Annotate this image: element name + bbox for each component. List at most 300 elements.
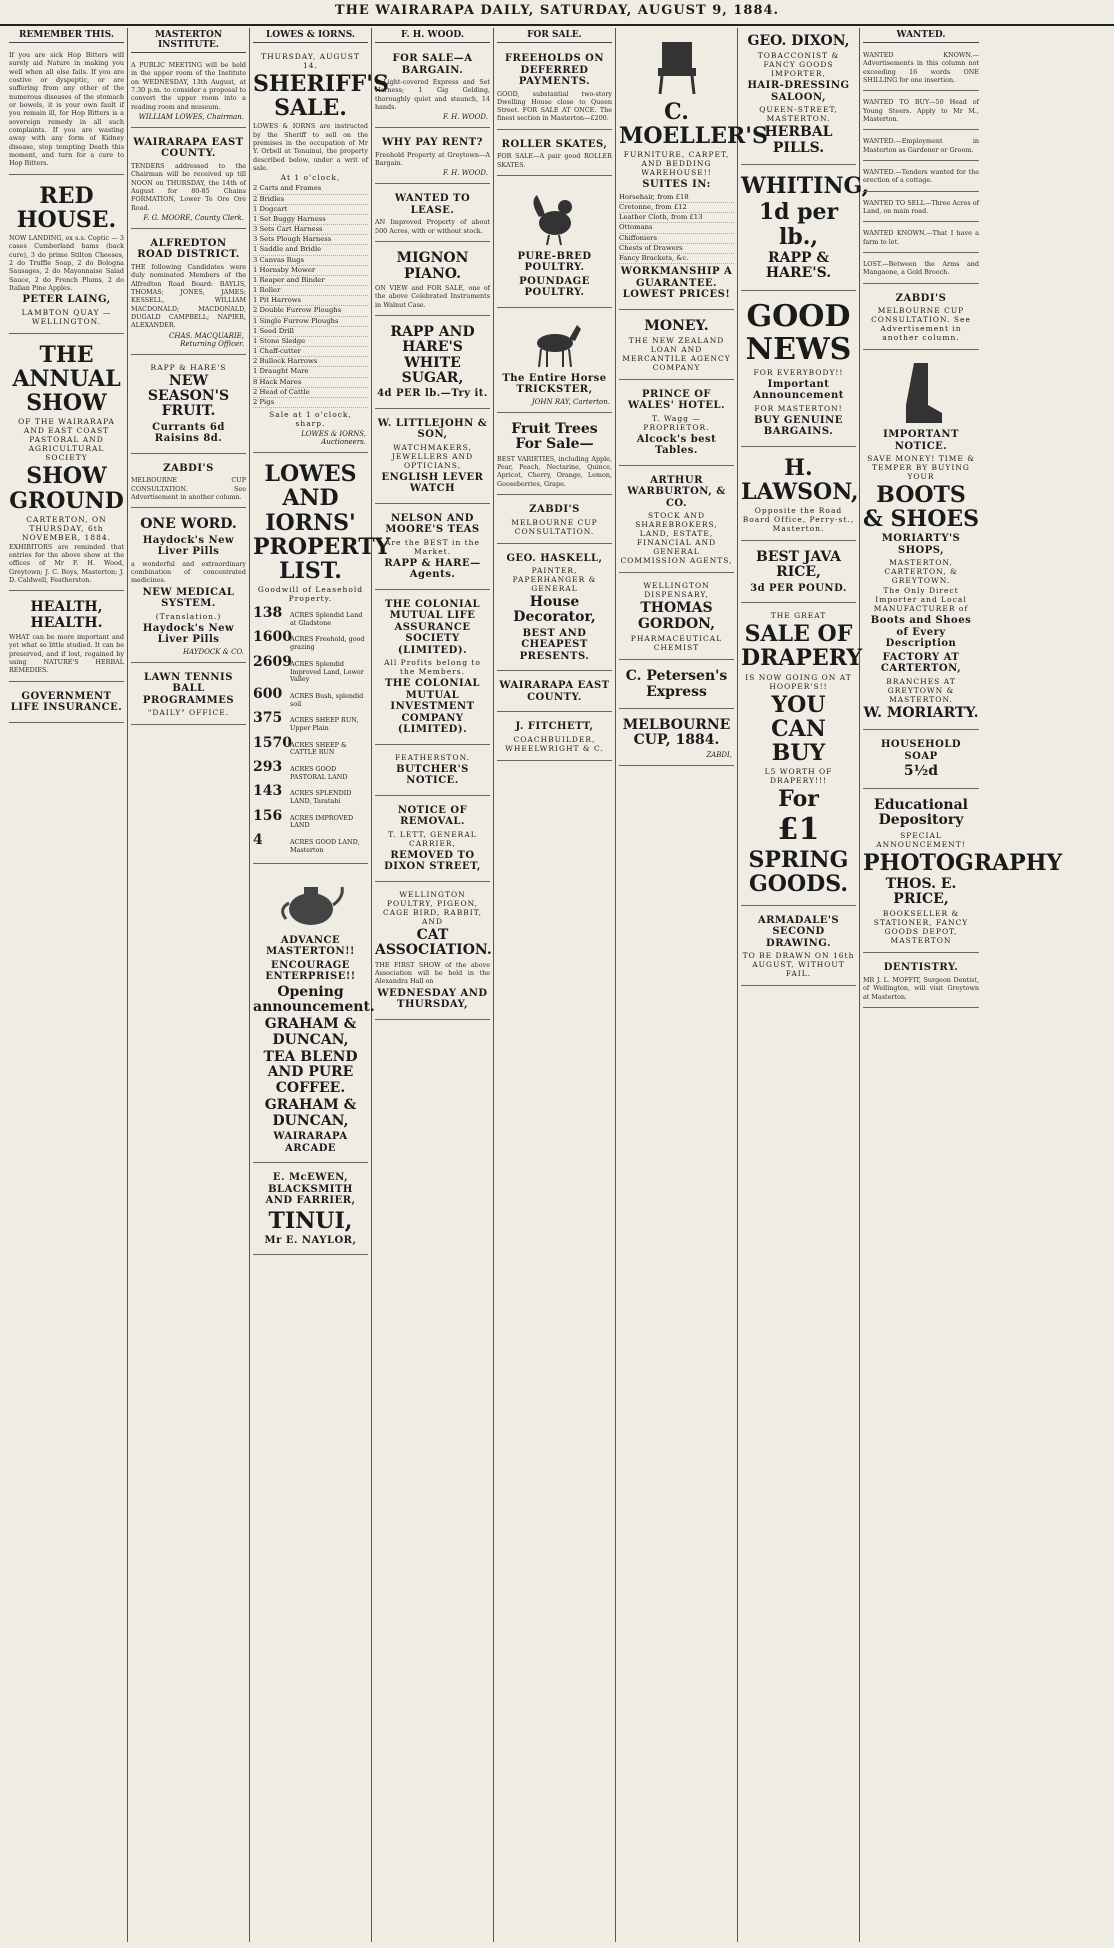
lot-item: 1 Set Buggy Harness	[253, 215, 368, 225]
ad-title: WAIRARAPA EAST COUNTY.	[499, 680, 610, 703]
ad-title: Educational Depository	[874, 796, 968, 829]
ad-title: GOOD NEWS	[745, 298, 852, 367]
ad-footer: WORKMANSHIP A GUARANTEE. LOWEST PRICES!	[620, 266, 733, 301]
property-description: ACRES Splendid Land at Gladstone	[290, 611, 363, 627]
ad-title: The Entire Horse TRICKSTER,	[502, 372, 607, 396]
property-row	[253, 629, 368, 651]
lot-item: 2 Bridles	[253, 195, 368, 205]
graham-duncan-ad	[253, 867, 375, 1164]
lot-item: 1 Dogcart	[253, 205, 368, 215]
ad-subtitle: ENCOURAGE ENTERPRISE!!	[265, 959, 356, 982]
ad-title: WHY PAY RENT?	[382, 137, 483, 149]
teas-ad	[375, 507, 490, 590]
ad-body: LOWES & IORNS are instructed by the Sheriff to sell on the premises in the occupation of Mr Y. Orbell at Tenuinui, the property described below, under a writ of sale.	[253, 122, 368, 173]
wanted-ad	[863, 225, 979, 253]
ad-subtitle: OF THE WAIRARAPA AND EAST COAST PASTORAL AND AGRICULTURAL SOCIETY	[18, 417, 115, 463]
ad-date: THURSDAY, AUGUST 14.	[261, 52, 360, 70]
ad-subtitle: TOBACCONIST & FANCY GOODS IMPORTER,	[757, 51, 840, 79]
soap-ad	[863, 733, 979, 788]
ad-title: Important Announcement	[753, 378, 844, 402]
fruit-trees-ad	[497, 416, 612, 495]
ad-body: WANTED KNOWN.—Advertisements in this column not exceeding 16 words ONE SHILLING for one insertion.	[863, 51, 979, 84]
ad-body: AN Improved Property of about 500 Acres, with or without stock.	[375, 218, 490, 235]
ad-brand: GRAHAM & DUNCAN,	[264, 1016, 357, 1048]
horse-illustration	[525, 319, 585, 369]
ad-subtitle: MELBOURNE CUP CONSULTATION.	[511, 517, 598, 536]
lot-item: 1 Pit Harrows	[253, 296, 368, 306]
ad-product: Alcock's best Tables.	[636, 433, 717, 457]
ad-title: WANTED TO LEASE.	[394, 193, 471, 216]
lot-list	[253, 184, 368, 408]
ad-body: NOW LANDING, ex s.s. Coptic — 3 cases Cumberland hams (back cure), 3 do prime Stilton Cheeses, 2 do Truffle Soap, 2 do Bologna Sausages, 2 do Mayonnaise Salad Sauce, 2 do French Plums, 2 do Italian Pine Apples.	[9, 233, 124, 292]
ad-product: Haydock's New Liver Pills	[142, 534, 235, 558]
ad-title: PRINCE OF WALES' HOTEL.	[627, 388, 725, 412]
ad-location: WELLINGTON DISPENSARY,	[643, 581, 710, 600]
ad-body: GOOD, substantial two-story Dwelling House close to Queen Street. FOR SALE AT ONCE. The finest section in Masterton—£200.	[497, 89, 612, 123]
ad-subtitle: PHARMACEUTICAL CHEMIST	[630, 634, 723, 653]
ad-location: FEATHERSTON.	[394, 752, 471, 762]
ad-title: SALE OF DRAPERY	[741, 621, 863, 672]
butcher-ad	[375, 748, 490, 796]
govt-insurance-ad	[9, 685, 124, 723]
ad-price: 1d per lb.,	[758, 199, 839, 250]
column-head: REMEMBER THIS.	[9, 28, 124, 43]
ad-body: MELBOURNE CUP CONSULTATION. See Advertisement in another column.	[131, 476, 246, 501]
ad-body: BEST VARIETIES, including Apple, Pear, Peach, Nectarine, Quince, Apricot, Cherry, Orange, Lemon, Gooseberries, Grape.	[497, 454, 612, 488]
property-acres: 4	[253, 832, 263, 849]
suite-item: Horsehair, from £18	[619, 193, 734, 203]
ad-title: FOR SALE—A BARGAIN.	[392, 53, 473, 76]
wanted-ad	[863, 47, 979, 91]
moriarty-ad	[863, 353, 979, 730]
ad-title: WAIRARAPA EAST COUNTY.	[133, 136, 244, 160]
ad-subtitle: POUNDAGE POULTRY.	[519, 275, 590, 299]
ad-body: WANTED.—Tenders wanted for the erection of a cottage.	[863, 167, 979, 185]
lot-item: 3 Canvas Rugs	[253, 256, 368, 266]
red-house-ad	[9, 178, 124, 334]
lot-item: 1 Single Furrow Ploughs	[253, 317, 368, 327]
skates-ad	[497, 133, 612, 176]
masthead	[0, 0, 1114, 26]
ad-subtitle: NEW MEDICAL SYSTEM.	[142, 586, 235, 610]
ad-sig: HAYDOCK & CO.	[182, 647, 244, 656]
ad-sig: RAPP & HARE—Agents.	[384, 557, 481, 581]
ad-title: FREEHOLDS ON DEFERRED PAYMENTS.	[504, 53, 605, 87]
suite-list	[619, 193, 734, 264]
ad-subtitle: FURNITURE, CARPET, AND BEDDING WAREHOUSE!!	[623, 150, 730, 178]
ad-title: C. MOELLER'S	[619, 99, 768, 150]
ad-sig: CHAS. MACQUARIE, Returning Officer.	[169, 331, 244, 348]
rent-ad	[375, 131, 490, 184]
horse-ad	[497, 311, 612, 413]
drapery-sale-ad	[741, 606, 863, 906]
ad-title: DENTISTRY.	[883, 962, 959, 974]
ad-title: MONEY.	[644, 317, 709, 334]
boot-illustration	[896, 361, 946, 425]
freehold-ad	[497, 47, 612, 130]
ad-title: ZABDI'S	[529, 504, 580, 516]
ad-title: THE ANNUAL SHOW	[12, 341, 121, 417]
lawn-tennis-ad	[131, 666, 246, 726]
lawson-ad	[741, 450, 859, 541]
ad-title: YOU CAN BUY	[771, 691, 826, 766]
column-head: LOWES & IORNS.	[253, 28, 368, 43]
property-acres: 293	[253, 759, 283, 775]
lot-item: 1 Draught Mare	[253, 367, 368, 377]
column-head: WANTED.	[863, 28, 979, 43]
suite-item: Fancy Brackets, &c.	[619, 254, 734, 264]
ad-body: LOST.—Between the Arms and Mangaone, a Gold Brooch.	[863, 259, 979, 277]
east-county-ad	[497, 674, 612, 712]
lot-item: 2 Head of Cattle	[253, 388, 368, 398]
ad-body: MR J. L. MOFFIT, Surgeon Dentist, of Wellington, will visit Greytown at Masterton.	[863, 975, 979, 1001]
property-row	[253, 686, 368, 708]
ad-sig: F. G. MOORE, County Clerk.	[143, 213, 244, 222]
property-list-ad	[253, 456, 391, 863]
column-2	[128, 28, 250, 1942]
lot-item: 3 Sets Cart Harness	[253, 225, 368, 235]
suite-item: Ottomans	[619, 223, 734, 233]
column-4	[372, 28, 494, 1942]
alfredton-ad	[131, 232, 246, 355]
ad-title: House Decorator,	[513, 594, 596, 626]
lot-item: 3 Sets Plough Harness	[253, 235, 368, 245]
ad-title: MIGNON PIANO.	[396, 250, 469, 282]
ad-title: RED HOUSE.	[16, 182, 117, 233]
ad-location: REMOVED TO DIXON STREET,	[384, 849, 481, 873]
ad-title: CAT ASSOCIATION.	[375, 926, 492, 959]
column-8	[860, 28, 1063, 1942]
ad-title: W. LITTLEJOHN & SON,	[377, 417, 488, 441]
ad-subtitle: T. Wagg — PROPRIETOR.	[643, 413, 710, 432]
ad-title: IMPORTANT NOTICE.	[883, 429, 959, 452]
armadale-ad	[741, 909, 856, 987]
ad-body: EXHIBITORS are reminded that entries for the above show at the offices of Mr F. H. Wood, Greytown; J. C. Boys, Masterton; J. D. Caldwell, Featherston.	[9, 542, 124, 585]
column-head: FOR SALE.	[497, 28, 612, 43]
property-row	[253, 832, 368, 854]
ad-title: THOMAS GORDON,	[638, 600, 715, 632]
wanted-ad	[863, 195, 979, 223]
teapot-illustration	[276, 875, 346, 931]
property-description: ACRES SHEEP RUN, Upper Plain	[290, 716, 359, 732]
ad-title: THE COLONIAL MUTUAL LIFE ASSURANCE SOCIETY (LIMITED).	[384, 598, 480, 656]
property-list	[253, 605, 368, 854]
haydock-ad	[131, 511, 246, 662]
ad-title: GOVERNMENT LIFE INSURANCE.	[10, 690, 123, 714]
ad-price: £1	[777, 812, 820, 848]
littlejohn-ad	[375, 412, 490, 504]
ad-subtitle: WELLINGTON POULTRY, PIGEON, CAGE BIRD, RABBIT, AND	[383, 889, 482, 926]
ad-title: PURE-BRED POULTRY.	[517, 250, 592, 274]
ad-title: H. LAWSON,	[741, 454, 859, 505]
ad-time: At 1 o'clock,	[280, 173, 341, 183]
ad-note: Sale at 1 o'clock, sharp.	[269, 410, 352, 429]
institute-ad	[131, 57, 246, 128]
ad-sig: F. H. WOOD.	[442, 113, 488, 122]
ad-title: NELSON AND MOORE'S TEAS	[385, 512, 480, 536]
health-ad	[9, 594, 124, 681]
lost-ad	[863, 256, 979, 284]
masthead-title: THE WAIRARAPA DAILY, SATURDAY, AUGUST 9, 1884.	[334, 3, 780, 18]
ad-body: A PUBLIC MEETING will be held in the upper room of the Institute on WEDNESDAY, 13th August, at 7.30 p.m. to consider a proposal to convert the upper room into a reading room and museum.	[131, 61, 246, 111]
ad-subtitle: WATCHMAKERS, JEWELLERS AND OPTICIANS,	[391, 442, 474, 470]
wanted-ad	[863, 164, 979, 192]
column-5	[494, 28, 616, 1942]
dixon-ad	[741, 28, 856, 165]
ad-subtitle: MELBOURNE CUP CONSULTATION. See Advertisement in another column.	[871, 306, 971, 343]
ad-sig: JOHN RAY, Carterton.	[531, 397, 610, 406]
fitchett-ad	[497, 715, 612, 761]
ad-title: LOWES AND IORNS' PROPERTY LIST.	[253, 461, 391, 584]
removal-ad	[375, 799, 490, 882]
ad-subtitle: T. LETT, GENERAL CARRIER,	[388, 829, 477, 848]
ad-brand: RAPP & HARE'S	[150, 362, 227, 372]
rooster-illustration	[525, 187, 585, 247]
zabdi-ad	[497, 498, 612, 544]
zabdi-ad	[863, 287, 979, 351]
cat-association-ad	[375, 885, 490, 1020]
property-description: ACRES GOOD LAND, Masterton	[290, 838, 360, 854]
ad-title: C. Petersen's Express	[625, 668, 728, 700]
property-description: ACRES GOOD PASTORAL LAND	[290, 765, 348, 781]
ad-title: WHITING,	[741, 173, 870, 200]
ad-subtitle: FOR EVERYBODY!!	[753, 367, 844, 377]
county-ad	[131, 131, 246, 229]
ad-product: ENGLISH LEVER WATCH	[381, 471, 484, 495]
zabdi-ad	[131, 457, 246, 508]
property-acres: 1570	[253, 734, 292, 751]
sugar-ad	[375, 319, 490, 409]
ad-title: ZABDI'S	[163, 462, 214, 474]
ad-subtitle: IS NOW GOING ON AT HOOPER'S!!	[745, 672, 852, 691]
ad-subtitle: TO BE DRAWN ON 16th AUGUST, WITHOUT FAIL.	[742, 951, 855, 979]
ad-product: Boots and Shoes of Every Description	[870, 615, 972, 650]
lot-item: 2 Double Furrow Ploughs	[253, 306, 368, 316]
ad-subtitle: Are the BEST in the Market.	[385, 537, 480, 556]
property-row	[253, 808, 368, 830]
ad-title: ZABDI'S	[895, 292, 947, 304]
lot-item: 8 Hack Mares	[253, 378, 368, 388]
dentistry-ad	[863, 956, 979, 1007]
sheriff-sale-ad	[253, 47, 389, 453]
ad-product: Haydock's New Liver Pills	[142, 622, 235, 646]
suite-item: Leather Cloth, from £13	[619, 213, 734, 223]
property-acres: 1600	[253, 629, 292, 646]
ad-subtitle: BEST AND CHEAPEST PRESENTS.	[519, 627, 590, 662]
ad-title: NOTICE OF REMOVAL.	[397, 804, 468, 828]
property-acres: 143	[253, 783, 283, 800]
column-6	[616, 28, 768, 1942]
property-description: ACRES SHEEP & CATTLE RUN	[290, 740, 347, 757]
ad-title: GEO. HASKELL,	[506, 552, 603, 564]
ad-location: LAMBTON QUAY — WELLINGTON.	[21, 307, 112, 326]
ad-subtitle: Opposite the Road Board Office, Perry-st., Masterton.	[742, 505, 855, 533]
ad-subtitle: L5 WORTH OF DRAPERY!!!	[764, 767, 833, 786]
property-row	[253, 759, 368, 781]
ad-title: ONE WORD.	[140, 516, 237, 533]
ad-body: TENDERS addressed to the Chairman will be received up till NOON on THURSDAY, the 14th of August for 80-85 Chains FORMATION, Lower Te Ore Ore Road.	[131, 161, 246, 212]
ad-subtitle: SAVE MONEY! TIME & TEMPER BY BUYING YOUR	[867, 454, 975, 482]
ad-title: HEALTH, HEALTH.	[30, 599, 103, 631]
property-description: ACRES Freehold, good grazing	[290, 635, 365, 652]
property-acres: 375	[253, 710, 283, 727]
ad-title: SHOW GROUND	[9, 463, 124, 514]
ad-subtitle: FOR MASTERTON!	[754, 403, 843, 413]
ad-subtitle: The Only Direct Importer and Local MANUFACTURER of	[873, 586, 969, 614]
ad-brand: RAPP & HARE'S.	[765, 249, 832, 282]
ad-title: BEST JAVA RICE,	[755, 548, 841, 581]
property-acres: 600	[253, 685, 283, 702]
bargain-ad	[375, 47, 490, 128]
ad-body: 1 Light-covered Express and Set Harness; 1 Gig Gelding, thoroughly quiet and staunch, 14 hands.	[375, 78, 490, 111]
ad-title: ARMADALE'S SECOND DRAWING.	[757, 914, 840, 949]
property-acres: 2609	[253, 653, 292, 670]
ad-note: (Translation.)	[155, 611, 222, 621]
lot-item: 1 Roller	[253, 286, 368, 296]
ad-body: WANTED.—Employment in Masterton as Gardener or Groom.	[863, 137, 979, 154]
column-7	[738, 28, 870, 1942]
ad-body: THE following Candidates were duly nominated Members of the Alfredton Road Board: BAYLIS, THOMAS; JONES, JAMES; KESSELL, WILLIAM MACDONALD; MACDONALD, DUGALD CAMPBELL; NAPIER, ALEXANDER.	[131, 262, 246, 330]
ad-title: NEW SEASON'S FRUIT.	[147, 372, 230, 420]
suite-item: Chests of Drawers	[619, 244, 734, 254]
lot-item: 2 Bullock Harrows	[253, 357, 368, 367]
melbourne-cup-ad	[619, 712, 734, 766]
rapp-fruit-ad	[131, 358, 246, 454]
warburton-ad	[619, 469, 734, 574]
colonial-ad	[375, 593, 490, 745]
ad-subtitle: BOOKSELLER & STATIONER, FANCY GOODS DEPOT, MASTERTON	[873, 909, 969, 946]
piano-ad	[375, 245, 490, 316]
ad-subtitle: COACHBUILDER, WHEELWRIGHT & C.	[505, 734, 604, 753]
ad-sig: Mr E. NAYLOR,	[264, 1234, 357, 1246]
property-description: ACRES IMPROVED LAND	[290, 813, 354, 830]
ad-body: a wonderful and extraordinary combination of concentrated medicines.	[131, 559, 246, 585]
ad-body: If you are sick Hop Bitters will surely aid Nature in making you well when all else fails. If you are costive or dyspeptic, or are suffering from any other of the numerous diseases of the stomach or bowels, it is your own fault if you remain ill, for Hop Bitters is a sovereign remedy in all such complaints. If you are wasting away with any form of Kidney disease, stop tempting Death this moment, and turn for a cure to Hop Bitters.	[9, 51, 124, 168]
petersen-ad	[619, 663, 734, 709]
dispensary-ad	[619, 576, 734, 660]
column-3	[250, 28, 391, 1942]
property-description: ACRES SPLENDID LAND, Taratahi	[290, 789, 352, 806]
wanted-ad	[863, 94, 979, 130]
prince-hotel-ad	[619, 383, 734, 466]
ad-date: CARTERTON, ON THURSDAY, 6th NOVEMBER, 1884.	[21, 514, 112, 542]
ad-location: "DAILY" OFFICE.	[147, 708, 230, 718]
ad-title: E. McEWEN, BLACKSMITH AND FARRIER,	[265, 1172, 356, 1207]
property-row	[253, 605, 368, 627]
ad-title: LAWN TENNIS BALL PROGRAMMES	[142, 671, 235, 706]
ad-title: RAPP AND HARE'S WHITE SUGAR,	[390, 323, 475, 387]
ad-title: Fruit Trees For Sale—	[511, 420, 598, 453]
lease-ad	[375, 187, 490, 242]
ad-title: BUTCHER'S NOTICE.	[396, 763, 469, 787]
ad-body: ON VIEW and FOR SALE, one of the above Celebrated Instruments in Walnut Case.	[375, 283, 490, 309]
ad-location: QUEEN-STREET, MASTERTON.	[759, 105, 838, 124]
moeller-ad	[619, 28, 768, 310]
ad-product: HERBAL PILLS.	[764, 124, 833, 156]
suite-item: Cretonne, from £12	[619, 203, 734, 213]
ad-date: WEDNESDAY AND THURSDAY,	[377, 987, 488, 1011]
ad-body: THE FIRST SHOW of the above Association will be held in the Alexandra Hall on	[375, 960, 490, 986]
property-row	[253, 654, 368, 684]
ad-price: 5½d	[903, 763, 939, 780]
ad-body: Freehold Property at Greytown—A Bargain.	[375, 150, 490, 168]
chair-illustration	[652, 36, 702, 96]
ad-subtitle: STOCK AND SHAREBROKERS, LAND, ESTATE, FINANCIAL AND GENERAL COMMISSION AGENTS,	[620, 511, 733, 566]
wanted-ad	[863, 133, 979, 161]
ad-sig: W. MORIARTY.	[863, 704, 979, 721]
mcewen-ad	[253, 1166, 368, 1255]
ad-brand: THOS. E. PRICE,	[885, 875, 957, 908]
ad-subtitle: PAINTER, PAPERHANGER & GENERAL	[512, 566, 597, 594]
ad-body: WANTED TO SELL—Three Acres of Land, on main road.	[863, 198, 979, 215]
property-description: ACRES Bush, splendid soil	[290, 691, 364, 708]
lot-item: 1 Seed Drill	[253, 327, 368, 337]
ad-subtitle: THE GREAT	[770, 611, 827, 621]
property-acres: 156	[253, 807, 283, 824]
haskell-ad	[497, 547, 612, 672]
ad-title: ADVANCE MASTERTON!!	[266, 934, 355, 957]
column-head: MASTERTON INSTITUTE.	[131, 28, 246, 53]
ad-subtitle: SUITES IN:	[642, 179, 711, 191]
ad-sig: LOWES & IORNS, Auctioneers.	[301, 430, 366, 447]
ad-title: MELBOURNE CUP, 1884.	[622, 717, 731, 749]
ad-price: Currants 6d Raisins 8d.	[152, 421, 225, 445]
ad-price: 4d PER lb.—Try it.	[377, 388, 488, 400]
property-acres: 138	[253, 605, 283, 622]
ad-location: BRANCHES AT GREYTOWN & MASTERTON.	[886, 676, 956, 704]
column-head: F. H. WOOD.	[375, 28, 490, 43]
property-row	[253, 735, 368, 757]
lot-item: 1 Reaper and Binder	[253, 276, 368, 286]
ad-title: For	[778, 786, 819, 813]
lot-item: 2 Carts and Frames	[253, 184, 368, 194]
ad-product: HAIR-DRESSING SALOON,	[747, 80, 850, 103]
ad-title: ARTHUR WARBURTON, & CO.	[627, 474, 726, 509]
lot-item: 1 Chaff-cutter	[253, 347, 368, 357]
ad-sig: WILLIAM LOWES, Chairman.	[138, 112, 244, 121]
lot-item: 1 Saddle and Bridle	[253, 245, 368, 255]
ad-location: FACTORY AT CARTERTON,	[880, 651, 962, 675]
ad-subtitle: THE NEW ZEALAND LOAN AND MERCANTILE AGENCY COMPANY	[622, 335, 731, 372]
ad-title: SHERIFF'S SALE.	[253, 71, 389, 122]
lot-item: 2 Pigs	[253, 398, 368, 408]
ad-title: ROLLER SKATES,	[501, 138, 608, 150]
ad-subtitle: Goodwill of Leasehold Property.	[257, 585, 364, 604]
ad-sig: ZABDI,	[706, 750, 732, 759]
ad-sig: PETER LAING,	[22, 294, 111, 306]
annual-show-ad	[9, 337, 124, 592]
suite-item: Chiffoniers	[619, 234, 734, 244]
ad-product: PHOTOGRAPHY	[863, 849, 1063, 876]
educational-ad	[863, 792, 1063, 954]
ad-title: Opening announcement.	[253, 983, 375, 1015]
ad-body: FOR SALE—A pair good ROLLER SKATES.	[497, 152, 612, 169]
property-row	[253, 783, 368, 805]
ad-title: SPRING GOODS.	[748, 847, 849, 898]
ad-footer: BUY GENUINE BARGAINS.	[754, 414, 843, 438]
lot-item: 1 Stone Sledge	[253, 337, 368, 347]
ad-brand: MORIARTY'S SHOPS,	[881, 533, 961, 556]
ad-title: J. FITCHETT,	[515, 721, 594, 733]
java-rice-ad	[741, 544, 856, 603]
ad-location: MASTERTON, CARTERTON, & GREYTOWN.	[884, 558, 958, 586]
ad-price: 3d PER POUND.	[750, 582, 847, 594]
ad-body: WHAT can be more important and yet what so little studied. It can be preserved, and if lost, regained by using NATURE'S HERBAL REMEDIES.	[9, 633, 124, 675]
good-news-ad	[741, 294, 856, 447]
property-row	[253, 710, 368, 732]
poultry-ad	[497, 179, 612, 308]
ad-title: HOUSEHOLD SOAP	[880, 739, 962, 762]
